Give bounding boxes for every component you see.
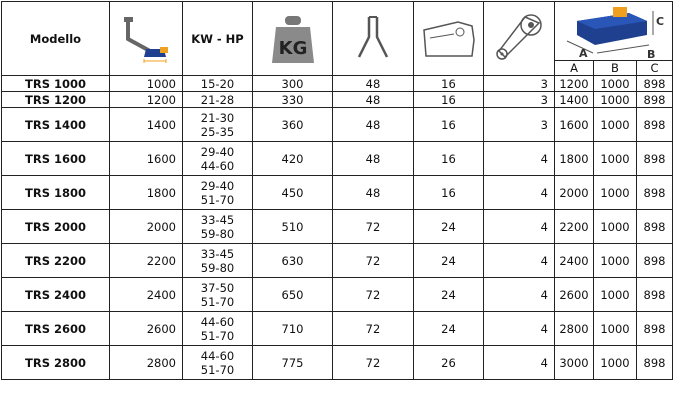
model-cell: TRS 2000 bbox=[2, 210, 110, 244]
table-row bbox=[2, 312, 673, 346]
table-row bbox=[2, 92, 673, 108]
width-cell: 1800 bbox=[110, 176, 183, 210]
dim-b-cell: 1000 bbox=[594, 176, 637, 210]
power-range: 51-70 bbox=[200, 328, 235, 343]
weight-cell: 510 bbox=[253, 210, 333, 244]
power-range: 37-50 bbox=[200, 280, 235, 295]
table-row bbox=[2, 108, 673, 142]
dim-c-cell: 898 bbox=[637, 92, 673, 108]
hammers-cell: 26 bbox=[414, 346, 484, 380]
dim-c-cell: 898 bbox=[637, 312, 673, 346]
dim-a-header: A bbox=[555, 61, 594, 76]
belts-cell: 4 bbox=[484, 346, 555, 380]
dim-b-cell: 1000 bbox=[594, 92, 637, 108]
weight-cell: 650 bbox=[253, 278, 333, 312]
table-row bbox=[2, 76, 673, 92]
belts-cell: 4 bbox=[484, 278, 555, 312]
power-range: 51-70 bbox=[200, 294, 235, 309]
hammers-cell: 24 bbox=[414, 278, 484, 312]
belts-cell: 3 bbox=[484, 92, 555, 108]
power-range: 59-80 bbox=[200, 260, 235, 275]
weight-cell: 420 bbox=[253, 142, 333, 176]
power-cell bbox=[183, 108, 253, 142]
blades-cell: 48 bbox=[333, 108, 414, 142]
dim-a-cell: 1800 bbox=[555, 142, 594, 176]
weight-cell: 775 bbox=[253, 346, 333, 380]
power-range: 51-70 bbox=[200, 192, 235, 207]
dim-c-cell: 898 bbox=[637, 210, 673, 244]
blades-cell: 72 bbox=[333, 346, 414, 380]
blades-header bbox=[333, 2, 414, 76]
width-cell: 2800 bbox=[110, 346, 183, 380]
belt-pulley-icon bbox=[489, 11, 549, 67]
dim-a-cell: 2000 bbox=[555, 176, 594, 210]
width-header bbox=[110, 2, 183, 76]
dim-a-cell: 2800 bbox=[555, 312, 594, 346]
model-cell: TRS 1800 bbox=[2, 176, 110, 210]
dim-label-b: B bbox=[646, 48, 655, 59]
weight-glyph: KG bbox=[278, 37, 307, 59]
model-cell: TRS 1400 bbox=[2, 108, 110, 142]
power-range: 29-40 bbox=[200, 144, 235, 159]
model-cell: TRS 2800 bbox=[2, 346, 110, 380]
power-cell bbox=[183, 76, 253, 92]
dim-b-header: B bbox=[594, 61, 637, 76]
table-row bbox=[2, 210, 673, 244]
dim-c-cell: 898 bbox=[637, 346, 673, 380]
model-cell: TRS 1200 bbox=[2, 92, 110, 108]
power-cell bbox=[183, 278, 253, 312]
weight-cell: 710 bbox=[253, 312, 333, 346]
blades-cell: 72 bbox=[333, 210, 414, 244]
blades-cell: 48 bbox=[333, 92, 414, 108]
blades-cell: 72 bbox=[333, 312, 414, 346]
power-range: 44-60 bbox=[200, 348, 235, 363]
weight-cell: 450 bbox=[253, 176, 333, 210]
dim-b-cell: 1000 bbox=[594, 244, 637, 278]
dim-c-cell: 898 bbox=[637, 108, 673, 142]
power-range: 29-40 bbox=[200, 178, 235, 193]
dim-c-cell: 898 bbox=[637, 278, 673, 312]
model-cell: TRS 1000 bbox=[2, 76, 110, 92]
power-range: 59-80 bbox=[200, 226, 235, 241]
power-range: 33-45 bbox=[200, 246, 235, 261]
width-cell: 2200 bbox=[110, 244, 183, 278]
belts-cell: 4 bbox=[484, 312, 555, 346]
dim-label-c: C bbox=[655, 15, 664, 28]
width-cell: 2600 bbox=[110, 312, 183, 346]
width-cell: 1400 bbox=[110, 108, 183, 142]
power-cell bbox=[183, 210, 253, 244]
belts-cell: 3 bbox=[484, 76, 555, 92]
weight-cell: 330 bbox=[253, 92, 333, 108]
hammers-cell: 24 bbox=[414, 312, 484, 346]
table-row bbox=[2, 244, 673, 278]
dim-b-cell: 1000 bbox=[594, 142, 637, 176]
belts-cell: 4 bbox=[484, 244, 555, 278]
hammers-cell: 24 bbox=[414, 244, 484, 278]
belts-header bbox=[484, 2, 555, 76]
power-range: 21-28 bbox=[200, 92, 235, 107]
blades-cell: 48 bbox=[333, 76, 414, 92]
weight-cell: 360 bbox=[253, 108, 333, 142]
hammers-header bbox=[414, 2, 484, 76]
power-cell bbox=[183, 92, 253, 108]
power-range: 21-30 bbox=[200, 110, 235, 125]
dim-b-cell: 1000 bbox=[594, 312, 637, 346]
hammers-cell: 16 bbox=[414, 92, 484, 108]
dim-a-cell: 2200 bbox=[555, 210, 594, 244]
belts-cell: 4 bbox=[484, 210, 555, 244]
dimensions-box-icon bbox=[559, 3, 669, 59]
width-cell: 1000 bbox=[110, 76, 183, 92]
power-header: KW - HP bbox=[183, 2, 253, 76]
model-cell: TRS 2200 bbox=[2, 244, 110, 278]
dim-a-cell: 1200 bbox=[555, 76, 594, 92]
model-cell: TRS 2600 bbox=[2, 312, 110, 346]
table-row bbox=[2, 346, 673, 380]
table-row bbox=[2, 278, 673, 312]
dim-b-cell: 1000 bbox=[594, 278, 637, 312]
dim-a-cell: 2400 bbox=[555, 244, 594, 278]
blades-cell: 48 bbox=[333, 142, 414, 176]
blades-cell: 48 bbox=[333, 176, 414, 210]
spec-table bbox=[1, 1, 673, 380]
weight-header bbox=[253, 2, 333, 76]
power-range: 44-60 bbox=[200, 314, 235, 329]
weight-kg-icon bbox=[270, 13, 316, 65]
dim-a-cell: 2600 bbox=[555, 278, 594, 312]
table-row bbox=[2, 176, 673, 210]
width-cell: 2400 bbox=[110, 278, 183, 312]
dim-c-cell: 898 bbox=[637, 142, 673, 176]
power-cell bbox=[183, 142, 253, 176]
hammers-cell: 24 bbox=[414, 210, 484, 244]
power-cell bbox=[183, 244, 253, 278]
dim-a-cell: 1600 bbox=[555, 108, 594, 142]
model-header: Modello bbox=[2, 2, 110, 76]
dim-label-a: A bbox=[578, 47, 588, 59]
dim-a-cell: 1400 bbox=[555, 92, 594, 108]
weight-cell: 630 bbox=[253, 244, 333, 278]
dim-b-cell: 1000 bbox=[594, 346, 637, 380]
table-body bbox=[2, 76, 673, 380]
width-cell: 1600 bbox=[110, 142, 183, 176]
dim-c-cell: 898 bbox=[637, 176, 673, 210]
power-range: 51-70 bbox=[200, 362, 235, 377]
model-cell: TRS 1600 bbox=[2, 142, 110, 176]
dim-c-cell: 898 bbox=[637, 244, 673, 278]
dim-b-cell: 1000 bbox=[594, 108, 637, 142]
dim-c-cell: 898 bbox=[637, 76, 673, 92]
dim-b-cell: 1000 bbox=[594, 210, 637, 244]
width-cell: 1200 bbox=[110, 92, 183, 108]
power-cell bbox=[183, 176, 253, 210]
machine-width-icon bbox=[116, 11, 176, 67]
hammers-cell: 16 bbox=[414, 76, 484, 92]
y-blade-icon bbox=[353, 13, 393, 65]
hammers-cell: 16 bbox=[414, 142, 484, 176]
dim-a-cell: 3000 bbox=[555, 346, 594, 380]
dim-b-cell: 1000 bbox=[594, 76, 637, 92]
dimensions-header bbox=[555, 2, 673, 61]
power-cell bbox=[183, 312, 253, 346]
width-cell: 2000 bbox=[110, 210, 183, 244]
model-cell: TRS 2400 bbox=[2, 278, 110, 312]
hammers-cell: 16 bbox=[414, 176, 484, 210]
hammer-icon bbox=[418, 16, 480, 62]
power-range: 44-60 bbox=[200, 158, 235, 173]
table-row bbox=[2, 142, 673, 176]
belts-cell: 4 bbox=[484, 176, 555, 210]
dim-c-header: C bbox=[637, 61, 673, 76]
power-cell bbox=[183, 346, 253, 380]
hammers-cell: 16 bbox=[414, 108, 484, 142]
power-range: 25-35 bbox=[200, 124, 235, 139]
blades-cell: 72 bbox=[333, 278, 414, 312]
power-range: 33-45 bbox=[200, 212, 235, 227]
belts-cell: 3 bbox=[484, 108, 555, 142]
weight-cell: 300 bbox=[253, 76, 333, 92]
blades-cell: 72 bbox=[333, 244, 414, 278]
power-range: 15-20 bbox=[200, 76, 235, 91]
belts-cell: 4 bbox=[484, 142, 555, 176]
